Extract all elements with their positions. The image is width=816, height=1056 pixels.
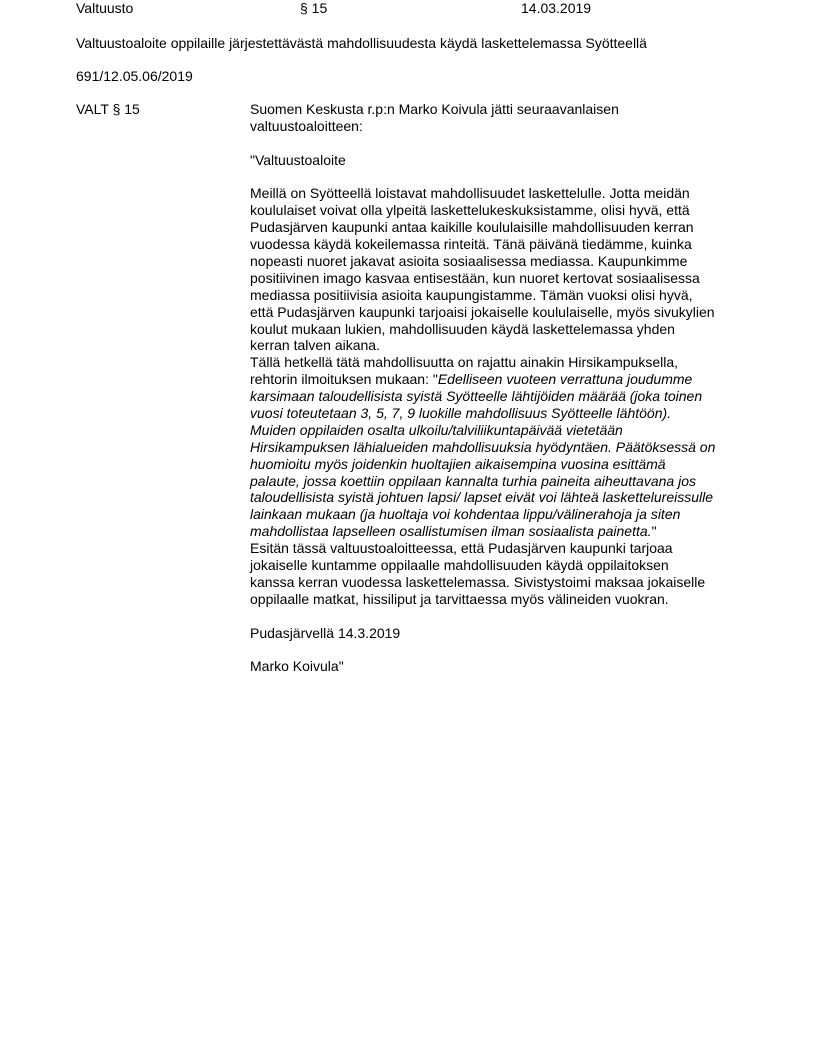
reference-number: 691/12.05.06/2019: [76, 68, 193, 84]
paragraph2-quote-line: huomioitu myös joidenkin huoltajien aikaisempina vuosina esittämä: [250, 455, 666, 472]
paragraph2-quote-end: mahdollistaa lapselleen osallistumisen ilman sosiaalista painetta.: [250, 523, 652, 540]
quote-heading: "Valtuustoaloite: [250, 151, 346, 168]
paragraph1-line: koululaiset voivat olla ylpeitä laskettelukeskuksistamme, olisi hyvä, että: [250, 202, 690, 219]
paragraph2-quote-line: Hirsikampuksen lähialueiden mahdollisuuksia hyödyntäen. Päätöksessä on: [250, 438, 716, 455]
header-body-name: Valtuusto: [76, 0, 134, 16]
paragraph2-quote: Edelliseen vuoteen verrattuna joudumme: [437, 371, 693, 388]
paragraph2-quote-mark: ": [651, 523, 657, 540]
signature: Marko Koivula": [250, 658, 344, 675]
paragraph3-line: kanssa kerran vuodessa laskettelemassa. Sivistystoimi maksaa jokaiselle: [250, 573, 706, 590]
paragraph1-line: mediassa positiivisia asioita kaupungistamme. Tämän vuoksi olisi hyvä,: [250, 286, 693, 303]
paragraph1-line: koulut mukaan lukien, mahdollisuuden käydä laskettelemassa yhden: [250, 320, 675, 337]
paragraph1-line: kerran talven aikana.: [250, 337, 380, 354]
paragraph2-plain: rehtorin ilmoituksen mukaan: ": [250, 371, 438, 388]
paragraph1-line: Meillä on Syötteellä loistavat mahdollisuudet laskettelulle. Jotta meidän: [250, 185, 690, 202]
paragraph1-line: että Pudasjärven kaupunki tarjoaisi jokaiselle koululaiselle, myös sivukylien: [250, 303, 715, 320]
body-text: [250, 101, 750, 675]
paragraph1-line: nopeasti nuoret jakavat asioita sosiaalisessa mediassa. Kaupunkimme: [250, 253, 688, 270]
document-title: Valtuustoaloite oppilaille järjestettävästä mahdollisuudesta käydä laskettelemassa Syötteellä: [76, 35, 647, 51]
intro-line: valtuustoaloitteen:: [250, 117, 363, 134]
paragraph3-line: oppilaalle matkat, hissiliput ja tarvittaessa myös välineiden vuokran.: [250, 590, 669, 607]
paragraph3-line: jokaiselle kuntamme oppilaalle mahdollisuuden käydä oppilaitoksen: [250, 557, 669, 574]
paragraph2-quote-line: [250, 523, 750, 540]
header-section: § 15: [300, 0, 328, 16]
paragraph2-quote-line: Muiden oppilaiden osalta ulkoilu/talviliikuntapäivää vietetään: [250, 421, 623, 438]
intro-line: Suomen Keskusta r.p:n Marko Koivula jätti seuraavanlaisen: [250, 101, 619, 117]
paragraph2-quote-line: karsimaan taloudellisista syistä Syötteelle lähtijöiden määrää (joka toinen: [250, 388, 703, 405]
paragraph1-line: Pudasjärven kaupunki antaa kaikille koululaisille mahdollisuuden kerran: [250, 219, 694, 236]
paragraph1-line: positiivinen imago kasvaa entisestään, kun nuoret kertovat sosiaalisessa: [250, 269, 700, 286]
place-date: Pudasjärvellä 14.3.2019: [250, 624, 401, 641]
paragraph2-line: Tällä hetkellä tätä mahdollisuutta on rajattu ainakin Hirsikampuksella,: [250, 354, 678, 371]
section-label: VALT § 15: [76, 101, 140, 117]
paragraph2-line: [250, 371, 750, 388]
paragraph3-line: Esitän tässä valtuustoaloitteessa, että Pudasjärven kaupunki tarjoaa: [250, 540, 673, 557]
paragraph2-quote-line: taloudellisista syistä johtuen lapsi/ lapset eivät voi lähteä laskettelureissulle: [250, 489, 714, 506]
paragraph2-quote-line: palaute, jossa koettiin oppilaan kannalta turhia paineita aiheuttavana jos: [250, 472, 696, 489]
paragraph2-quote-line: vuosi toteutetaan 3, 5, 7, 9 luokille mahdollisuus Syötteelle lähtöön).: [250, 405, 672, 422]
header-date: 14.03.2019: [521, 0, 592, 16]
paragraph1-line: vuodessa käydä kokeilemassa rinteitä. Tänä päivänä tiedämme, kuinka: [250, 236, 692, 253]
paragraph2-quote-line: lainkaan mukaan (ja huoltaja voi kohdentaa lippu/välinerahoja ja siten: [250, 506, 681, 523]
